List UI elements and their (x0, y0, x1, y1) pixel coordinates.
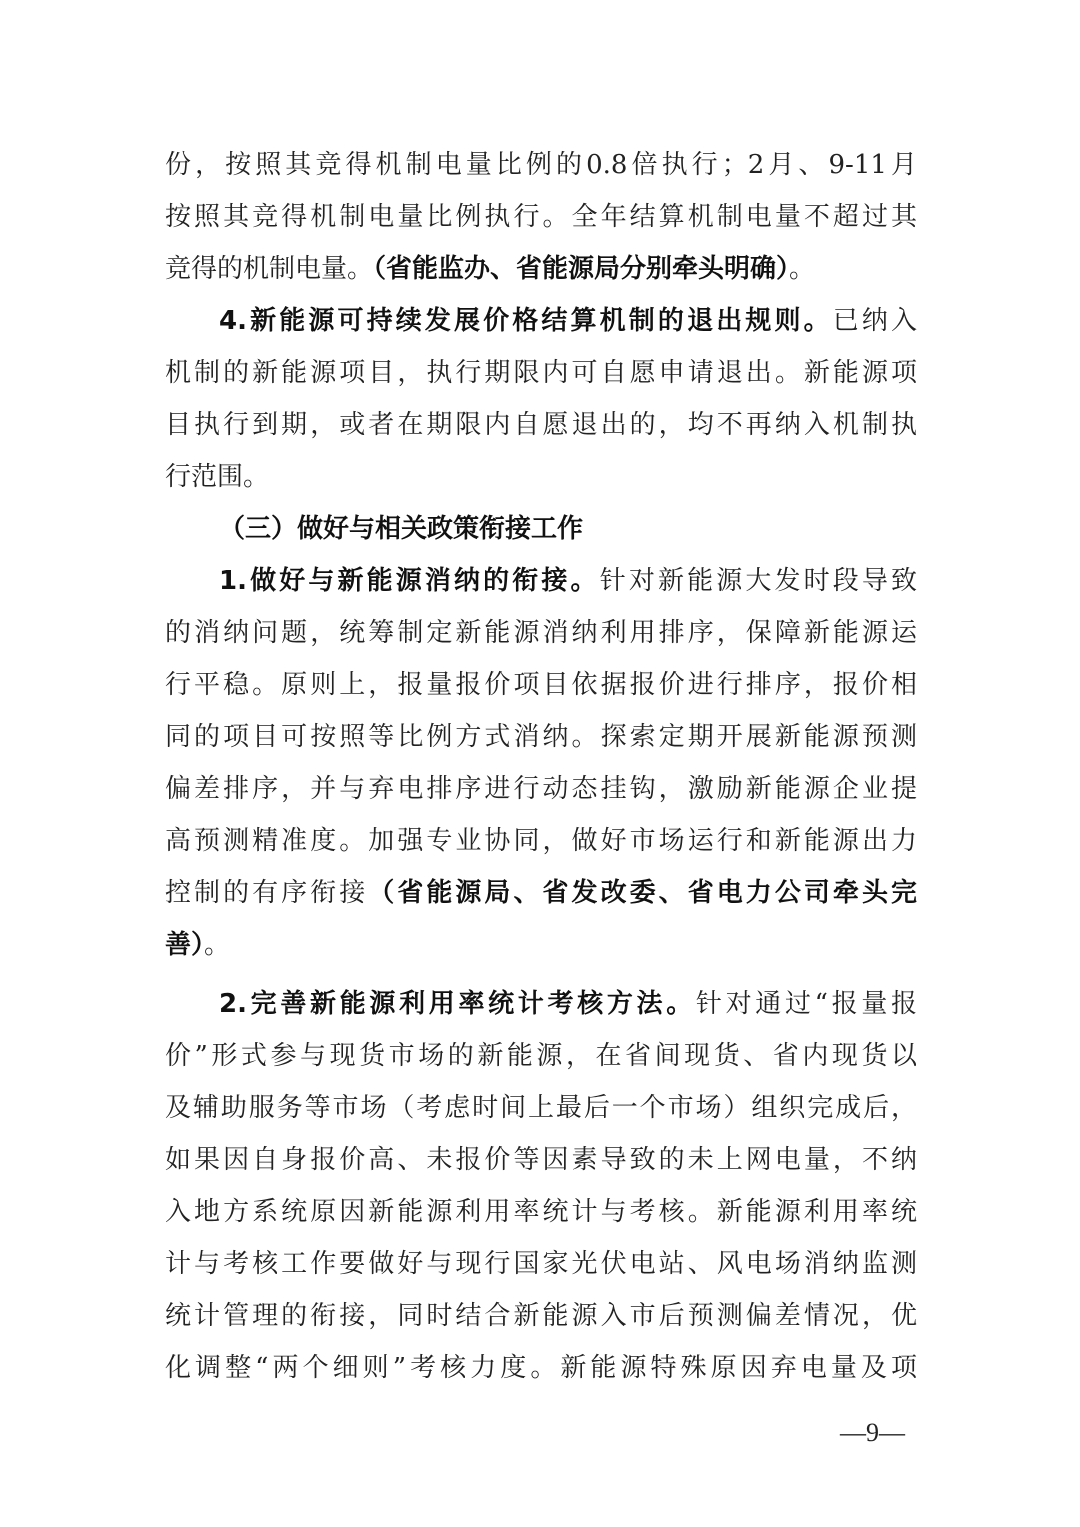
text-line (165, 665, 917, 705)
body-text: 行平稳。原则上，报量报价项目依据报价进行排序，报价相 (165, 670, 917, 700)
text-line (165, 457, 917, 497)
text-line (165, 1348, 917, 1388)
text-line (165, 1296, 917, 1336)
item-heading: 4.新能源可持续发展价格结算机制的退出规则。 (219, 306, 833, 336)
body-text: 机制的新能源项目，执行期限内可自愿申请退出。新能源项 (165, 358, 917, 388)
responsible-agency-note: （省能监办、省能源局分别牵头明确） (373, 254, 790, 284)
section-heading-line (219, 509, 917, 549)
text-line (165, 1140, 917, 1180)
body-text: 及辅助服务等市场（考虑时间上最后一个市场）组织完成后， (165, 1093, 917, 1123)
responsible-agency-note: 善） (165, 930, 205, 960)
text-line (219, 984, 917, 1024)
responsible-agency-note: （省能源局、省发改委、省电力公司牵头完 (368, 878, 917, 908)
item-heading: 2.完善新能源利用率统计考核方法。 (219, 989, 696, 1019)
body-text: 份，按照其竞得机制电量比例的0.8倍执行；2月、9-11月 (165, 150, 917, 180)
body-text: 竞得的机制电量。 (165, 254, 374, 284)
body-text: 。 (204, 930, 231, 960)
text-line (165, 145, 917, 185)
text-line (165, 717, 917, 757)
section-heading: （三）做好与相关政策衔接工作 (219, 514, 584, 544)
page-number: —9— (840, 1418, 905, 1447)
text-line (165, 1192, 917, 1232)
body-text: 目执行到期，或者在期限内自愿退出的，均不再纳入机制执 (165, 410, 917, 440)
body-text: 入地方系统原因新能源利用率统计与考核。新能源利用率统 (165, 1197, 917, 1227)
text-line (165, 353, 917, 393)
text-line (219, 301, 917, 341)
body-text: 高预测精准度。加强专业协同，做好市场运行和新能源出力 (165, 826, 917, 856)
body-text: 控制的有序衔接 (165, 878, 369, 908)
body-text: 同的项目可按照等比例方式消纳。探索定期开展新能源预测 (165, 722, 917, 752)
body-text: 。 (789, 254, 816, 284)
text-line (165, 873, 917, 913)
body-text: 针对新能源大发时段导致 (599, 566, 917, 596)
body-text: 化调整“两个细则”考核力度。新能源特殊原因弃电量及项 (165, 1353, 917, 1383)
body-text: 按照其竞得机制电量比例执行。全年结算机制电量不超过其 (165, 202, 917, 232)
text-line (165, 405, 917, 445)
text-line (165, 197, 917, 237)
body-text: 偏差排序，并与弃电排序进行动态挂钩，激励新能源企业提 (165, 774, 917, 804)
text-line (165, 613, 917, 653)
body-text: 的消纳问题，统筹制定新能源消纳利用排序，保障新能源运 (165, 618, 917, 648)
text-line (165, 769, 917, 809)
text-line (165, 925, 917, 965)
text-line (165, 821, 917, 861)
body-text: 如果因自身报价高、未报价等因素导致的未上网电量，不纳 (165, 1145, 917, 1175)
body-text: 已纳入 (832, 306, 917, 336)
body-text: 统计管理的衔接，同时结合新能源入市后预测偏差情况，优 (165, 1301, 917, 1331)
text-line (165, 1244, 917, 1284)
text-line (219, 561, 917, 601)
text-line (165, 249, 917, 289)
body-text: 行范围。 (165, 462, 270, 492)
body-text: 计与考核工作要做好与现行国家光伏电站、风电场消纳监测 (165, 1249, 917, 1279)
text-line (165, 1088, 917, 1128)
item-heading: 1.做好与新能源消纳的衔接。 (219, 566, 600, 596)
body-text: 价”形式参与现货市场的新能源，在省间现货、省内现货以 (165, 1041, 917, 1071)
text-line (165, 1036, 917, 1076)
body-text: 针对通过“报量报 (695, 989, 918, 1019)
